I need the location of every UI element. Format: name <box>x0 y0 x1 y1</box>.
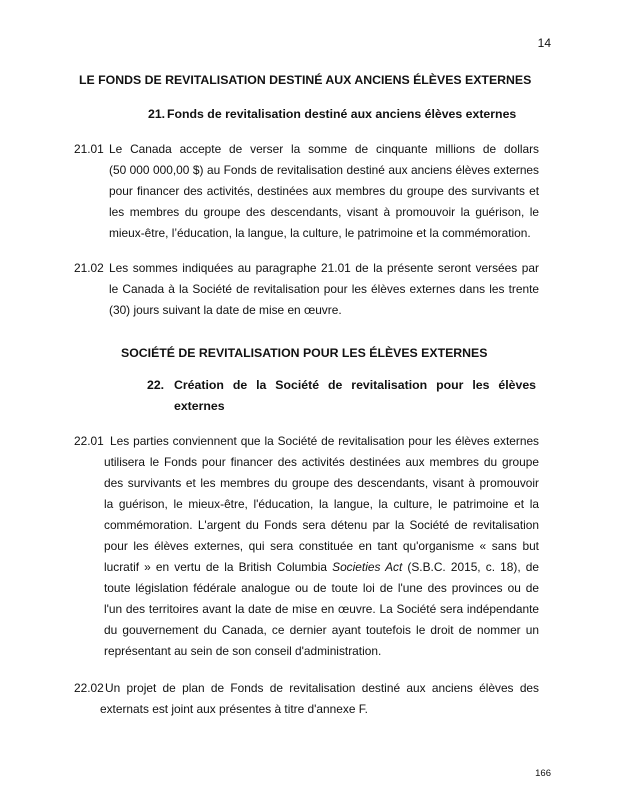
page-number-top: 14 <box>537 36 551 50</box>
text-line: (30) jours suivant la date de mise en œuvre. <box>109 302 342 317</box>
text-line: la guérison, le mieux-être, l'éducation, la langue, la culture, le patrimoine et la <box>104 496 539 511</box>
text-line: utilisera le Fonds pour financer des activités destinées aux membres du groupe <box>104 454 539 469</box>
article-number: 22. <box>147 377 165 392</box>
text-line: Un projet de plan de Fonds de revitalisation destiné aux anciens élèves des <box>105 680 539 695</box>
section-heading-societe: SOCIÉTÉ DE REVITALISATION POUR LES ÉLÈVES EXTERNES <box>121 346 488 360</box>
paragraph-text <box>109 139 539 244</box>
text-line: pour financer des activités, destinées aux membres du groupe des survivants et <box>109 183 539 198</box>
text-line: (50 000 000,00 $) au Fonds de revitalisation destiné aux anciens élèves externes <box>109 162 539 177</box>
text-line: commémoration. L'argent du Fonds sera détenu par la Société de revitalisation <box>104 517 539 532</box>
text-line: Les sommes indiquées au paragraphe 21.01 de la présente seront versées par <box>109 260 539 275</box>
text-line: représentant au sein de son conseil d'administration. <box>104 643 382 658</box>
paragraph-text <box>109 258 539 321</box>
paragraph-number: 21.02 <box>74 260 104 275</box>
paragraph-number: 21.01 <box>74 141 104 156</box>
article-title-line: Création de la Société de revitalisation pour les élèves <box>174 377 536 392</box>
text-line: Le Canada accepte de verser la somme de cinquante millions de dollars <box>109 141 539 156</box>
paragraph-text <box>100 678 539 720</box>
text-line <box>104 557 539 578</box>
text-line: externats est joint aux présentes à titre d'annexe F. <box>100 701 368 716</box>
section-heading-fonds: LE FONDS DE REVITALISATION DESTINÉ AUX ANCIENS ÉLÈVES EXTERNES <box>79 73 532 87</box>
page-number-bottom: 166 <box>535 768 551 779</box>
article-title-line: Fonds de revitalisation destiné aux anciens élèves externes <box>167 106 517 121</box>
text-line: le Canada à la Société de revitalisation pour les élèves externes dans les trente <box>109 281 539 296</box>
text-segment: (S.B.C. 2015, c. 18), de <box>402 559 539 574</box>
paragraph-text <box>104 431 539 662</box>
text-line: du gouvernement du Canada, ce dernier ayant toutefois le droit de nommer un <box>104 622 539 637</box>
text-line: des survivants et les membres du groupe des descendants, visant à promouvoir <box>104 475 539 490</box>
text-line: pour les élèves externes, qui sera constituée en tant qu'organisme « sans but <box>104 538 539 553</box>
article-title-line: externes <box>174 398 225 413</box>
act-title-italic: Societies Act <box>332 559 403 574</box>
text-line: mieux-être, l’éducation, la langue, la culture, le patrimoine et la commémoration. <box>109 225 531 240</box>
article-title <box>167 104 539 125</box>
text-line: les membres du groupe des descendants, visant à promouvoir la guérison, le <box>109 204 539 219</box>
article-number: 21. <box>148 106 166 121</box>
article-title <box>174 375 536 417</box>
text-line: Les parties conviennent que la Société de revitalisation pour les élèves externes <box>110 433 539 448</box>
paragraph-number: 22.01 <box>74 433 104 448</box>
text-segment: lucratif » en vertu de la British Columbia <box>104 559 333 574</box>
paragraph-number: 22.02 <box>74 680 104 695</box>
text-line: l'un des territoires avant la date de mise en œuvre. La Société sera indépendante <box>104 601 539 616</box>
text-line: toute législation fédérale analogue ou de toute loi de l'une des provinces ou de <box>104 580 539 595</box>
